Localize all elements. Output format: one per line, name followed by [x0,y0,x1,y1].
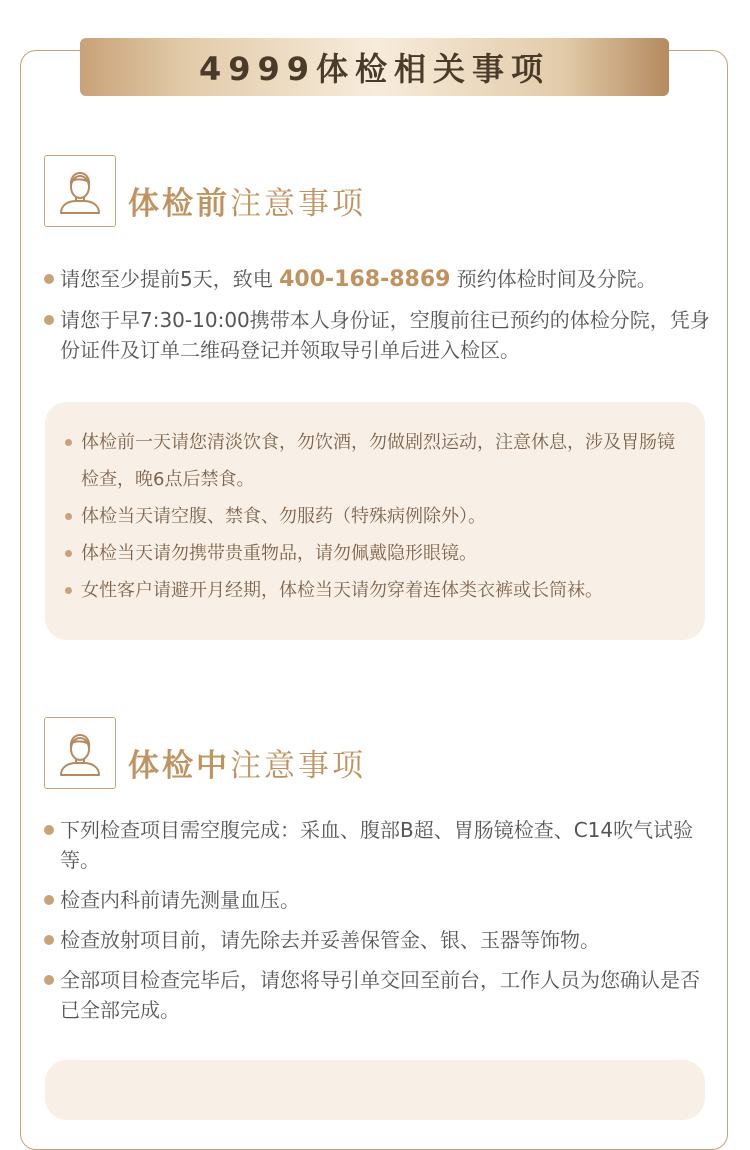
section-during-header [44,717,366,789]
section-before-list [44,264,714,375]
list-item-text: 请您至少提前5天，致电 [60,267,280,291]
notes-box-partial [45,1060,705,1120]
section-during-title-rest: 注意事项 [230,748,366,784]
section-during-list [44,815,714,1035]
section-before-header [44,155,366,227]
list-item-text: 请您于早7:30-10:00携带本人身份证，空腹前往已预约的体检分院，凭身份证件及订单二维码登记并领取导引单后进入检区。 [60,308,710,362]
note-item: 体检前一天请您清淡饮食，勿饮酒，勿做剧烈运动，注意休息，涉及胃肠镜检查，晚6点后禁食。 [65,424,689,498]
list-item: 检查放射项目前，请先除去并妥善保管金、银、玉器等饰物。 [44,925,714,955]
user-avatar-icon [44,155,116,227]
section-before-title [128,178,366,223]
section-during-title-strong: 体检中 [128,748,230,784]
list-item [44,305,714,365]
section-during-title [128,740,366,785]
list-item: 下列检查项目需空腹完成：采血、腹部B超、胃肠镜检查、C14吹气试验等。 [44,815,714,875]
user-avatar-icon [44,717,116,789]
notes-box [45,402,705,640]
list-item: 检查内科前请先测量血压。 [44,885,714,915]
phone-number: 400-168-8869 [279,267,451,292]
page-banner [80,38,669,96]
section-before-title-rest: 注意事项 [230,186,366,222]
banner-title: 4999体检相关事项 [198,50,551,88]
list-item [44,264,714,295]
list-item-text: 预约体检时间及分院。 [450,267,657,291]
note-item: 体检当天请勿携带贵重物品，请勿佩戴隐形眼镜。 [65,535,689,572]
list-item: 全部项目检查完毕后，请您将导引单交回至前台，工作人员为您确认是否已全部完成。 [44,965,714,1025]
section-before-title-strong: 体检前 [128,186,230,222]
note-item: 女性客户请避开月经期，体检当天请勿穿着连体类衣裤或长筒袜。 [65,572,689,609]
note-item: 体检当天请空腹、禁食、勿服药（特殊病例除外）。 [65,498,689,535]
